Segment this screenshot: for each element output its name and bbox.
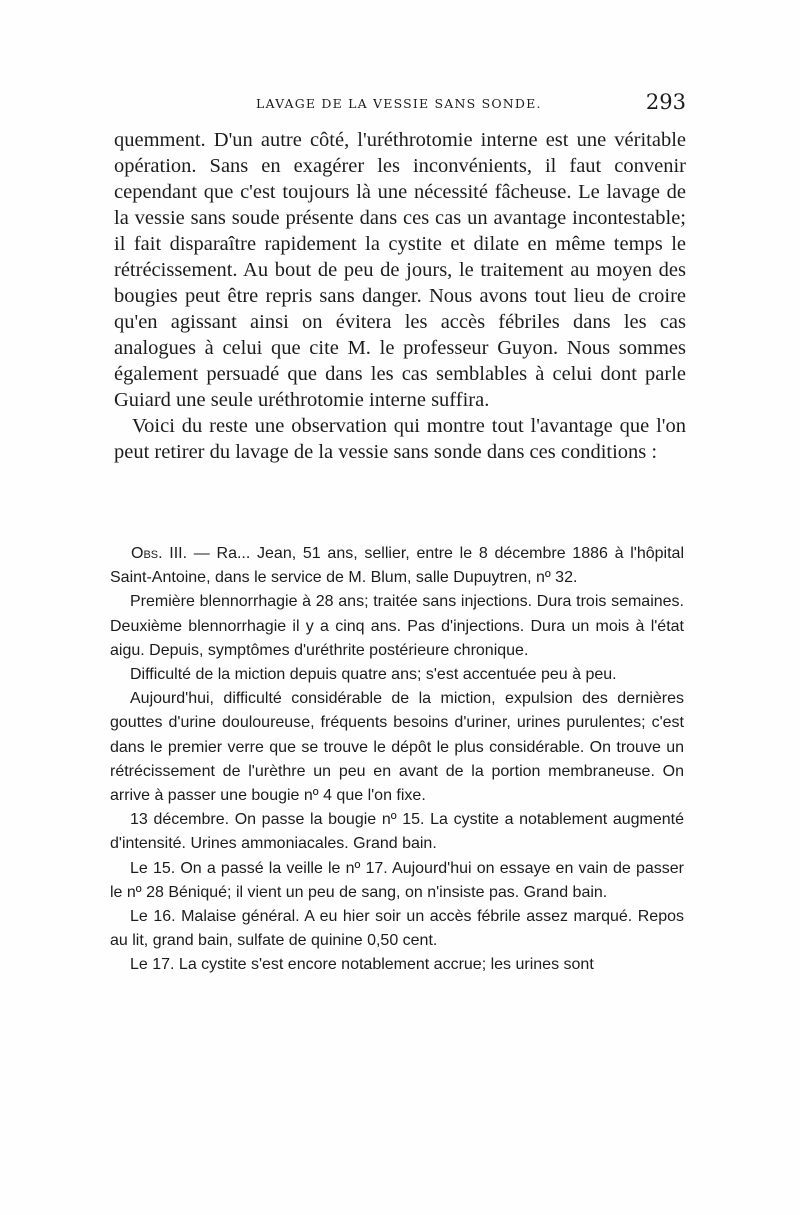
observation-label: Obs. III. (131, 545, 188, 562)
observation-paragraph: 13 décembre. On passe la bougie nº 15. La cystite a notablement augmenté d'intensité. Urines ammoniacales. Grand bain. (110, 811, 684, 853)
observation-paragraph: Aujourd'hui, difficulté considérable de la miction, expulsion des dernières gouttes d'urine douloureuse, fréquents besoins d'uriner, urines purulentes; c'est dans le premier verre que se trouve le dépôt le plus considérable. On trouve un rétrécissement de l'urèthre un peu en avant de la portion membraneuse. On arrive à passer une bougie nº 4 que l'on fixe. (110, 690, 684, 805)
paragraph: Voici du reste une observation qui montre tout l'avantage que l'on peut retirer du lavage de la vessie sans sonde dans ces conditions : (114, 415, 686, 463)
observation-block (110, 542, 684, 978)
observation-paragraph: Difficulté de la miction depuis quatre ans; s'est accentuée peu à peu. (130, 666, 617, 684)
observation-paragraph: Le 17. La cystite s'est encore notablement accrue; les urines sont (130, 956, 594, 974)
running-head (110, 92, 686, 120)
observation-intro-text: — Ra... Jean, 51 ans, sellier, entre le 8 décembre 1886 à l'hôpital Saint-Antoine, dans le service de M. Blum, salle Dupuytren, nº 32. (110, 545, 685, 587)
observation-paragraph: Le 15. On a passé la veille le nº 17. Aujourd'hui on essaye en vain de passer le nº 28 Béniqué; il vient un peu de sang, on n'insiste pas. Grand bain. (110, 859, 684, 901)
observation-paragraph: Première blennorrhagie à 28 ans; traitée sans injections. Dura trois semaines. Deuxième blennorrhagie il y a cinq ans. Pas d'injections. Dura un mois à l'état aigu. Depuis, symptômes d'uréthrite postérieure chronique. (110, 593, 684, 659)
observation-paragraph: Le 16. Malaise général. A eu hier soir un accès fébrile assez marqué. Repos au lit, grand bain, sulfate de quinine 0,50 cent. (110, 908, 684, 950)
page-number: 293 (645, 90, 686, 114)
running-title: LAVAGE DE LA VESSIE SANS SONDE. (256, 96, 542, 111)
paragraph: quemment. D'un autre côté, l'uréthrotomie interne est une véritable opération. Sans en exagérer les inconvénients, il faut convenir cependant que c'est toujours là une nécessité fâcheuse. Le lavage de la vessie sans soude présente dans ces cas un avantage incontestable; il fait disparaître rapidement la cystite et dilate en même temps le rétrécissement. Au bout de peu de jours, le traitement au moyen des bougies peut être repris sans danger. Nous avons tout lieu de croire qu'en agissant ainsi on évitera les accès fébriles dans les cas analogues à celui que cite M. le professeur Guyon. Nous sommes également persuadé que dans les cas semblables à celui dont parle Guiard une seule uréthrotomie interne suffira. (114, 129, 686, 411)
observation-intro (110, 542, 684, 590)
main-text (114, 127, 686, 465)
